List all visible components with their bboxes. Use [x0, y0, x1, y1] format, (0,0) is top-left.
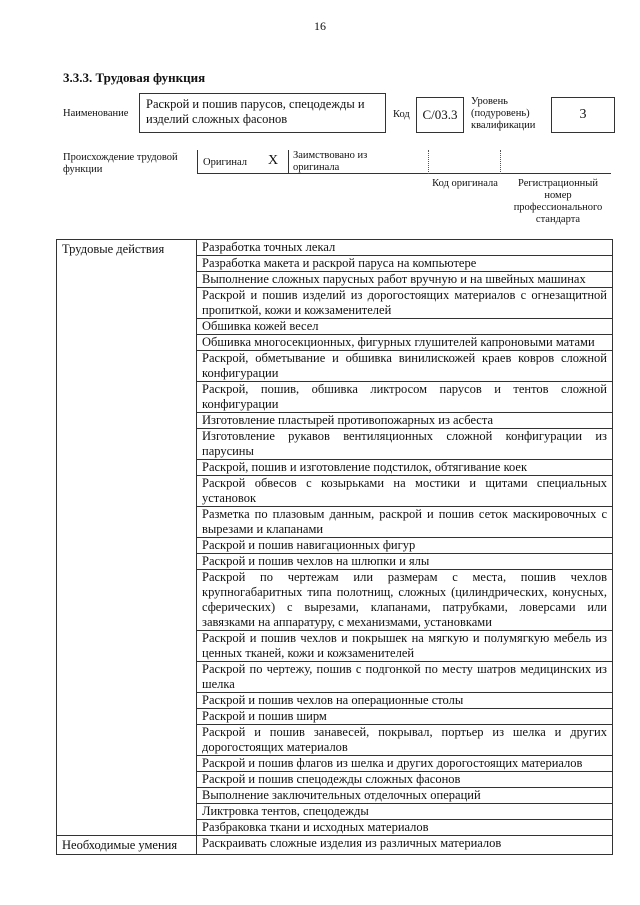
table-row: Раскрой и пошив навигационных фигур	[197, 538, 612, 554]
table-row: Раскрой и пошив изделий из дорогостоящих материалов с огнезащитной пропиткой, кожи и кожзаменителей	[197, 288, 612, 319]
table-row: Раскрой по чертежам или размерам с места, пошив чехлов крупногабаритных типа полотнищ, сложных (цилиндрических, конусных, сферических) с вырезами, клапанами, патрубками, ловерсами или завязками на аппаратуру, с механизмами, установками	[197, 570, 612, 631]
table-row: Разработка точных лекал	[197, 240, 612, 256]
table-row: Выполнение заключительных отделочных операций	[197, 788, 612, 804]
code-original-caption: Код оригинала	[432, 178, 498, 189]
table-row: Раскраивать сложные изделия из различных материалов	[202, 836, 502, 850]
original-label: Оригинал	[203, 157, 247, 168]
reg-number-caption: Регистрационный номер профессионального стандарта	[513, 178, 603, 225]
table-row: Ликтровка тентов, спецодежды	[197, 804, 612, 820]
page-number: 16	[314, 19, 326, 33]
group-label: Необходимые умения	[57, 836, 197, 854]
table-row: Раскрой и пошив чехлов на шлюпки и ялы	[197, 554, 612, 570]
level-label-line-3: квалификации	[471, 120, 536, 131]
function-table	[56, 239, 613, 855]
table-row: Раскрой и пошив чехлов и покрышек на мягкую и полумягкую мебель из ценных тканей, кожи и кожзаменителей	[197, 631, 612, 662]
table-row: Раскрой, пошив, обшивка ликтросом парусов и тентов сложной конфигурации	[197, 382, 612, 413]
group-items	[197, 240, 612, 835]
table-row: Изготовление пластырей противопожарных из асбеста	[197, 413, 612, 429]
origin-divider	[288, 150, 289, 174]
origin-label: Происхождение трудовой функции	[63, 152, 178, 175]
code-label: Код	[393, 109, 410, 120]
function-name-box: Раскрой и пошив парусов, спецодежды и изделий сложных фасонов	[139, 93, 386, 133]
table-row: Раскрой обвесов с козырьками на мостики и щитами специальных установок	[197, 476, 612, 507]
table-row: Выполнение сложных парусных работ вручную и на швейных машинах	[197, 272, 612, 288]
table-row: Раскрой и пошив занавесей, покрывал, портьер из шелка и других дорогостоящих материалов	[197, 725, 612, 756]
origin-row	[197, 150, 611, 174]
table-row: Раскрой, пошив и изготовление подстилок, обтягивание коек	[197, 460, 612, 476]
table-row: Обшивка многосекционных, фигурных глушителей капроновыми матами	[197, 335, 612, 351]
level-label-line-2: (подуровень)	[471, 108, 530, 119]
origin-divider-dotted-2	[500, 150, 501, 174]
table-row: Разработка макета и раскрой паруса на компьютере	[197, 256, 612, 272]
code-box: С/03.3	[416, 97, 464, 133]
section-title: 3.3.3. Трудовая функция	[63, 70, 206, 85]
level-label	[471, 96, 535, 132]
table-row: Раскрой и пошив ширм	[197, 709, 612, 725]
group-label: Трудовые действия	[57, 240, 197, 835]
table-group	[57, 240, 612, 836]
table-row: Раскрой, обметывание и обшивка винилискожей краев ковров сложной конфигурации	[197, 351, 612, 382]
table-row: Разметка по плазовым данным, раскрой и пошив сеток маскировочных с вырезами и клапанами	[197, 507, 612, 538]
original-mark: X	[268, 153, 279, 168]
table-row: Раскрой и пошив спецодежды сложных фасонов	[197, 772, 612, 788]
table-row: Изготовление рукавов вентиляционных сложной конфигурации из парусины	[197, 429, 612, 460]
group-items	[197, 836, 612, 854]
table-row: Обшивка кожей весел	[197, 319, 612, 335]
table-row: Разбраковка ткани и исходных материалов	[202, 820, 429, 834]
table-row: Раскрой по чертежу, пошив с подгонкой по месту шатров медицинских из шелка	[197, 662, 612, 693]
borrowed-label: Заимствовано из оригинала	[293, 150, 368, 173]
table-group	[57, 836, 612, 855]
table-row: Раскрой и пошив чехлов на операционные столы	[197, 693, 612, 709]
level-box: 3	[551, 97, 615, 133]
name-label: Наименование	[63, 108, 129, 119]
origin-divider-dotted-1	[428, 150, 429, 174]
level-label-line-1: Уровень	[471, 96, 508, 107]
table-row: Раскрой и пошив флагов из шелка и других дорогостоящих материалов	[197, 756, 612, 772]
